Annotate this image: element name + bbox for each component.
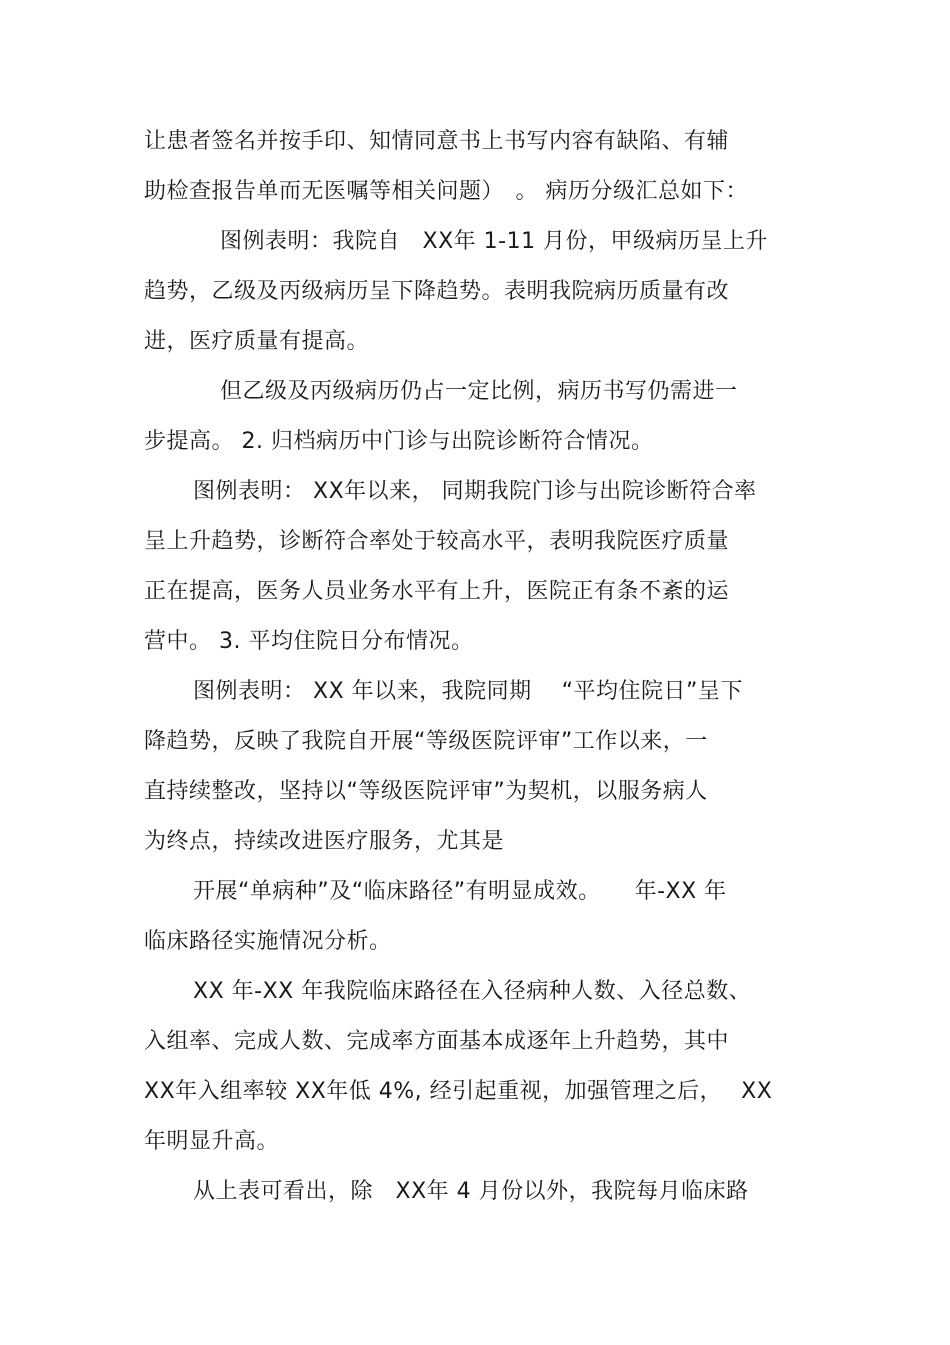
text-line: XX 年-XX 年我院临床路径在入径病种人数、入径总数、	[193, 979, 752, 1004]
text-line: 入组率、完成人数、完成率方面基本成逐年上升趋势，其中	[144, 1029, 730, 1054]
text-line: XX年入组率较 XX年低 4%, 经引起重视，加强管理之后， XX	[144, 1079, 773, 1104]
text-line: 为终点，持续改进医疗服务，尤其是	[144, 829, 505, 854]
text-line: 临床路径实施情况分析。	[144, 929, 392, 954]
text-line: 图例表明：我院自 XX年 1-11 月份，甲级病历呈上升	[220, 229, 769, 254]
text-line: 呈上升趋势，诊断符合率处于较高水平，表明我院医疗质量	[144, 529, 730, 554]
text-line: 进，医疗质量有提高。	[144, 329, 370, 354]
text-line: 步提高。 2. 归档病历中门诊与出院诊断符合情况。	[144, 429, 654, 454]
text-line: 直持续整改，坚持以“等级医院评审”为契机，以服务病人	[144, 779, 708, 804]
text-line: 降趋势，反映了我院自开展“等级医院评审”工作以来，一	[144, 729, 708, 754]
text-line: 助检查报告单而无医嘱等相关问题） 。 病历分级汇总如下：	[144, 179, 748, 204]
text-line: 图例表明： XX年以来， 同期我院门诊与出院诊断符合率	[193, 479, 757, 504]
text-line: 趋势，乙级及丙级病历呈下降趋势。表明我院病历质量有改	[144, 279, 730, 304]
text-line: 让患者签名并按手印、知情同意书上书写内容有缺陷、有辅	[144, 129, 730, 154]
text-line: 但乙级及丙级病历仍占一定比例，病历书写仍需进一	[220, 379, 738, 404]
text-line: 正在提高，医务人员业务水平有上升，医院正有条不紊的运	[144, 579, 730, 604]
text-line: 开展“单病种”及“临床路径”有明显成效。 年-XX 年	[193, 879, 727, 904]
text-line: 图例表明： XX 年以来，我院同期 “平均住院日”呈下	[193, 679, 743, 704]
text-line: 营中。 3. 平均住院日分布情况。	[144, 629, 474, 654]
text-line: 从上表可看出，除 XX年 4 月份以外，我院每月临床路	[193, 1179, 749, 1204]
text-line: 年明显升高。	[144, 1129, 280, 1154]
